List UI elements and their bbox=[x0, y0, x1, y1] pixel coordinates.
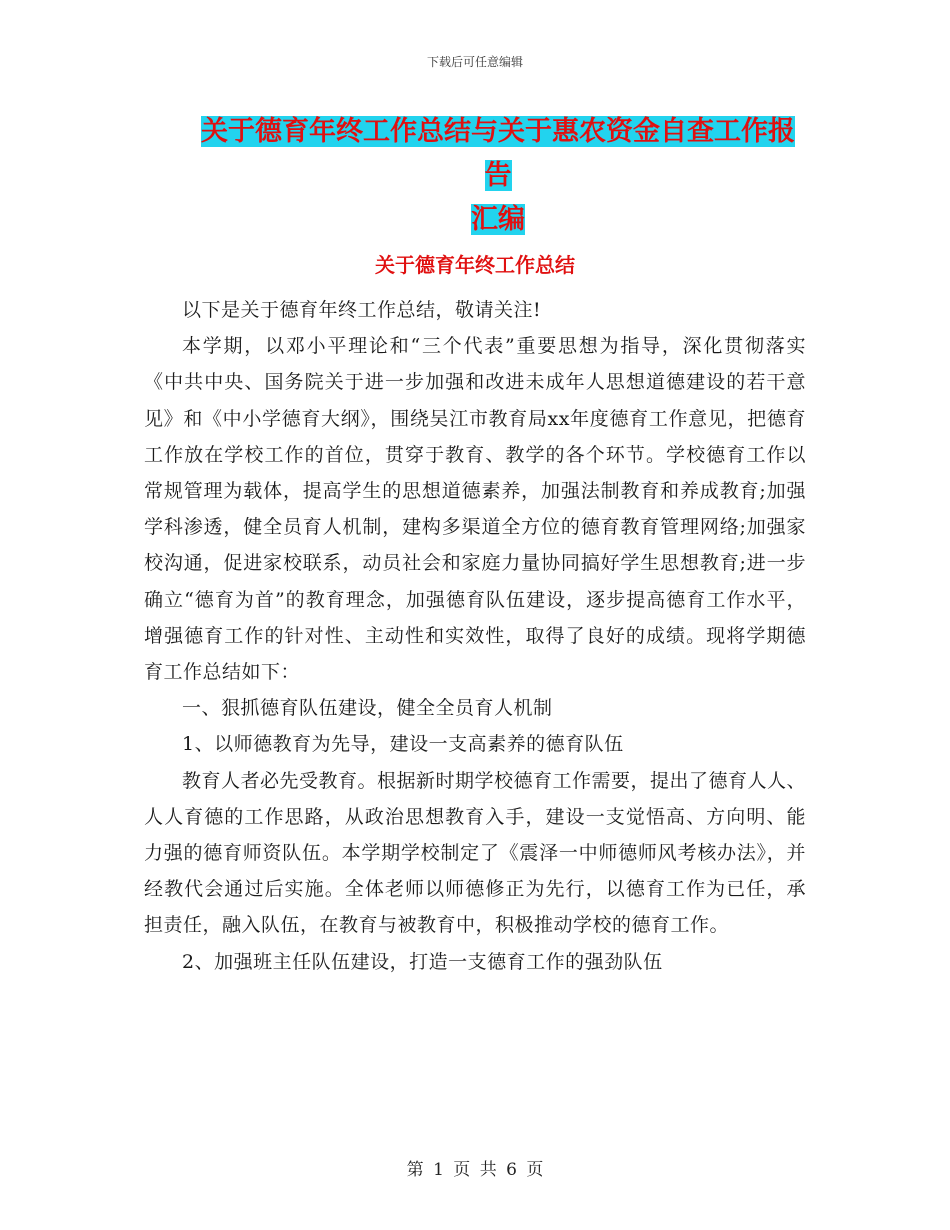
document-title-line-1: 关于德育年终工作总结与关于惠农资金自查工作报告 bbox=[201, 116, 795, 191]
body-text bbox=[144, 292, 806, 980]
paragraph-subheading-1: 1、以师德教育为先导，建设一支高素养的德育队伍 bbox=[182, 733, 624, 756]
header-note: 下载后可任意编辑 bbox=[426, 55, 523, 69]
paragraph-teacher-ethics: 教育人者必先受教育。根据新时期学校德育工作需要，提出了德育人人、人人育德的工作思路，从政治思想教育入手，建设一支觉悟高、方向明、能力强的德育师资队伍。本学期学校制定了《震泽一中师德师风考核办法》，并经教代会通过后实施。全体老师以师德修正为先行，以德育工作为已任，承担责任，融入队伍，在教育与被教育中，积极推动学校的德育工作。 bbox=[144, 769, 807, 937]
paragraph-intro: 以下是关于德育年终工作总结，敬请关注! bbox=[182, 299, 542, 321]
document-title-line-2: 汇编 bbox=[471, 204, 525, 235]
document-title bbox=[188, 110, 808, 242]
section-heading: 关于德育年终工作总结 bbox=[375, 253, 575, 277]
paragraph-heading-1: 一、狠抓德育队伍建设，健全全员育人机制 bbox=[182, 697, 553, 720]
page-footer: 第 1 页 共 6 页 bbox=[406, 1160, 544, 1180]
paragraph-overview: 本学期，以邓小平理论和“三个代表”重要思想为指导，深化贯彻落实《中共中央、国务院关于进一步加强和改进未成年人思想道德建设的若干意见》和《中小学德育大纲》，围绕吴江市教育局xx年度德育工作意见，把德育工作放在学校工作的首位，贯穿于教育、教学的各个环节。学校德育工作以常规管理为载体，提高学生的思想道德素养，加强法制教育和养成教育;加强学科渗透，健全员育人机制，建构多渠道全方位的德育教育管理网络;加强家校沟通，促进家校联系，动员社会和家庭力量协同搞好学生思想教育;进一步确立“德育为首”的教育理念，加强德育队伍建设，逐步提高德育工作水平，增强德育工作的针对性、主动性和实效性，取得了良好的成绩。现将学期德育工作总结如下： bbox=[144, 335, 806, 684]
paragraph-subheading-2: 2、加强班主任队伍建设，打造一支德育工作的强劲队伍 bbox=[182, 950, 663, 973]
